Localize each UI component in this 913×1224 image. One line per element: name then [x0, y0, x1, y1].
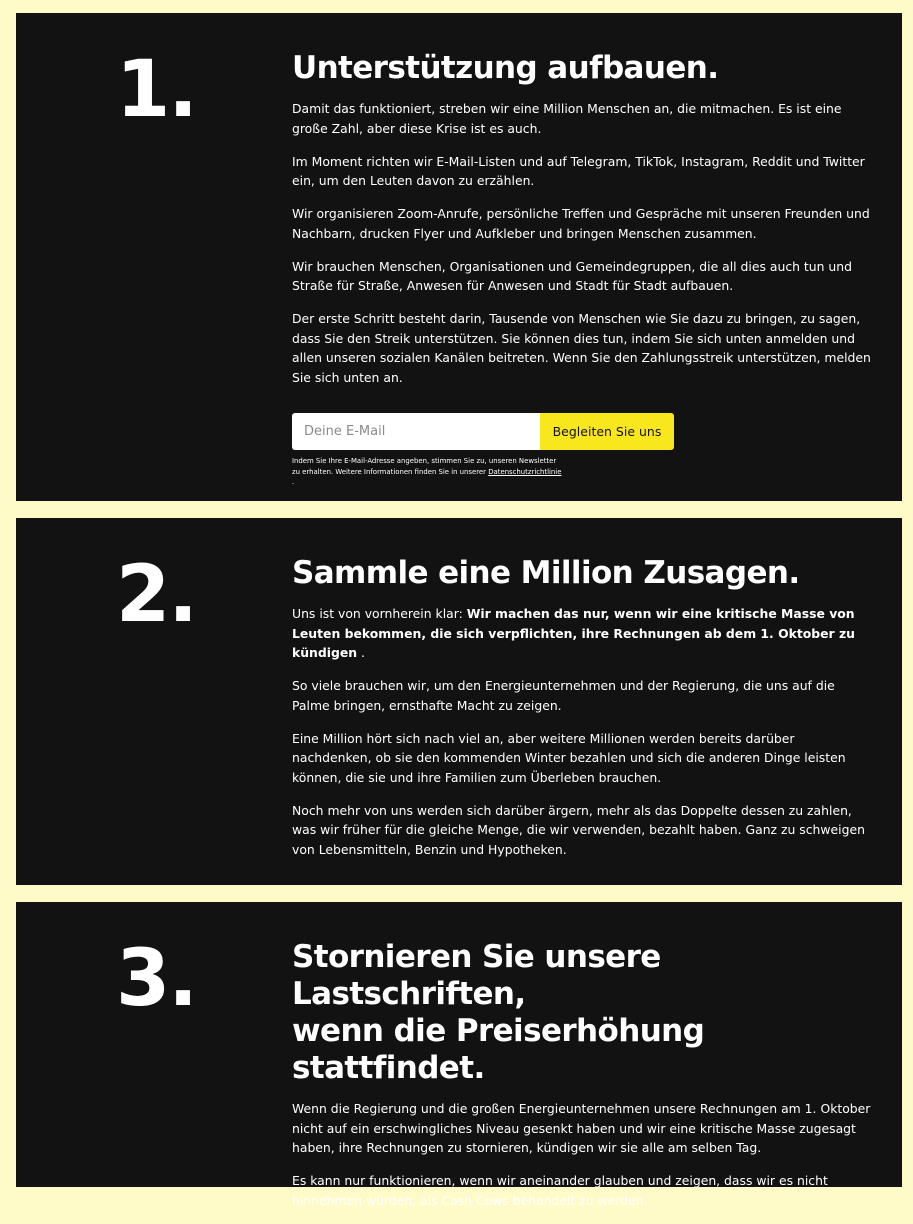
- paragraph: Im Moment richten wir E-Mail-Listen und auf Telegram, TikTok, Instagram, Reddit und Twitter ein, um den Leuten davon zu erzählen.: [292, 153, 865, 188]
- disclaimer-text: Indem Sie Ihre E-Mail-Adresse angeben, stimmen Sie zu, unseren Newsletter zu erhalten. Weitere Informationen finden Sie in unserer: [292, 457, 557, 476]
- paragraph: Wenn die Regierung und die großen Energieunternehmen unsere Rechnungen am 1. Oktober nicht auf ein erschwingliches Niveau gesenkt haben und wir eine kritische Masse zugesagt haben, ihre Rechnungen zu stornieren, kündigen wir sie alle am selben Tag.: [292, 1101, 871, 1155]
- step-heading: [292, 939, 876, 1087]
- paragraph: Es kann nur funktionieren, wenn wir aneinander glauben und zeigen, dass wir es nicht hinnehmen würden, als Cash Cows behandelt zu werden.: [292, 1173, 828, 1208]
- email-input[interactable]: [292, 413, 540, 450]
- step-heading: Unterstützung aufbauen.: [292, 50, 719, 86]
- disclaimer-end: .: [292, 478, 295, 486]
- step-1-content: [292, 50, 876, 488]
- step-3-content: [292, 939, 876, 1224]
- step-number: 2.: [116, 550, 196, 640]
- heading-line: wenn die Preiserhöhung stattfindet.: [292, 1013, 705, 1086]
- privacy-disclaimer: [292, 456, 562, 488]
- paragraph: So viele brauchen wir, um den Energieunternehmen und der Regierung, die uns auf die Palme bringen, ernsthafte Macht zu zeigen.: [292, 678, 835, 713]
- intro-end: .: [357, 645, 365, 660]
- paragraph: Damit das funktioniert, streben wir eine Million Menschen an, die mitmachen. Es ist eine große Zahl, aber diese Krise ist es auch.: [292, 101, 842, 136]
- heading-line: Stornieren Sie unsere Lastschriften,: [292, 939, 661, 1012]
- paragraph: Eine Million hört sich nach viel an, aber weitere Millionen werden bereits darüber nachdenken, ob sie den kommenden Winter bezahlen und sich die anderen Dinge leisten können, die sie und ihre Familien zum Überleben brauchen.: [292, 730, 846, 785]
- paragraph: Der erste Schritt besteht darin, Tausende von Menschen wie Sie dazu zu bringen, zu sagen, dass Sie den Streik unterstützen. Sie können dies tun, indem Sie sich unten anmelden und allen unseren sozialen Kanälen beitreten. Wenn Sie den Zahlungsstreik unterstützen, melden Sie sich unten an.: [292, 311, 871, 385]
- paragraph: Wir organisieren Zoom-Anrufe, persönliche Treffen und Gespräche mit unseren Freunden und Nachbarn, drucken Flyer und Aufkleber und bringen Menschen zusammen.: [292, 206, 870, 241]
- step-heading: Sammle eine Million Zusagen.: [292, 555, 800, 591]
- paragraph: Noch mehr von uns werden sich darüber ärgern, mehr als das Doppelte dessen zu zahlen, was wir früher für die gleiche Menge, die wir verwenden, bezahlt haben. Ganz zu schweigen von Lebensmitteln, Benzin und Hypotheken.: [292, 802, 865, 857]
- step-2-content: [292, 555, 876, 873]
- paragraph: Wir brauchen Menschen, Organisationen und Gemeindegruppen, die all dies auch tun und Straße für Straße, Anwesen für Anwesen und Stadt für Stadt aufbauen.: [292, 258, 853, 293]
- intro-emphasis: Wir machen das nur, wenn wir eine kritische Masse von Leuten bekommen, die sich verpflichten, ihre Rechnungen ab dem 1. Oktober zu kündigen: [292, 606, 856, 660]
- intro-text: Uns ist von vornherein klar:: [292, 606, 467, 621]
- step-number: 1.: [116, 45, 196, 135]
- step-1-card: [16, 13, 902, 501]
- privacy-policy-link[interactable]: Datenschutzrichtlinie: [488, 467, 562, 476]
- intro-paragraph: [292, 604, 876, 663]
- step-number: 3.: [116, 934, 196, 1024]
- newsletter-signup-form: [292, 413, 674, 450]
- step-2-card: [16, 518, 902, 885]
- join-button[interactable]: Begleiten Sie uns: [540, 413, 674, 450]
- step-3-card: [16, 902, 902, 1208]
